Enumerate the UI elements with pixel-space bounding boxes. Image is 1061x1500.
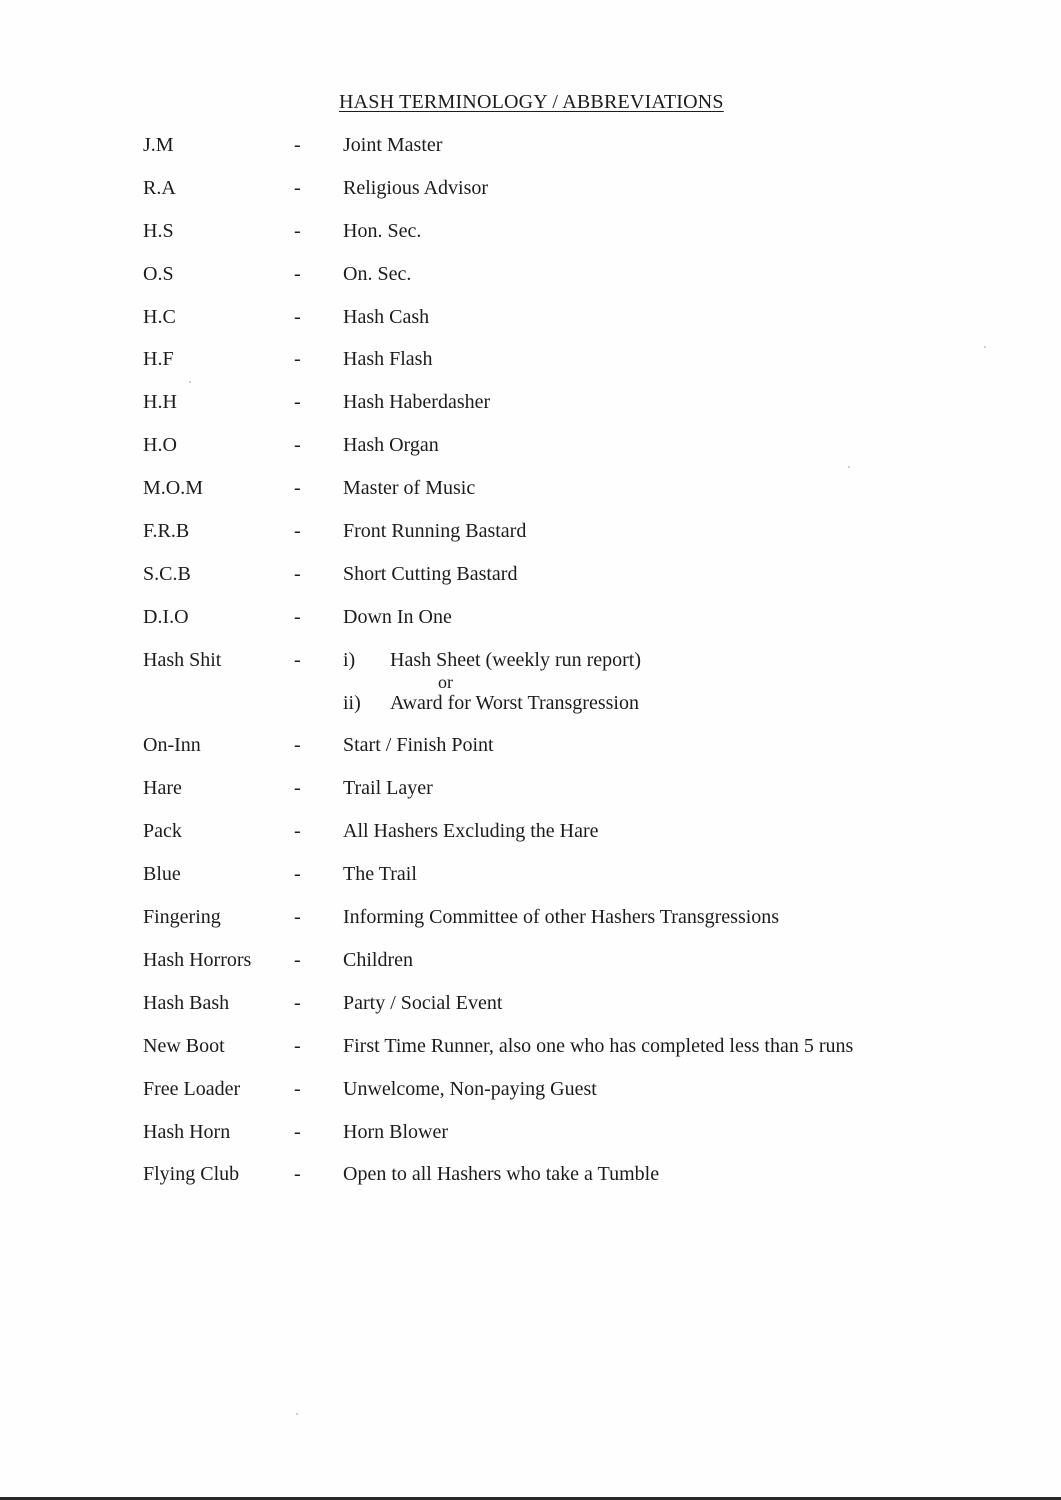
separator: - [294,1163,301,1186]
term: New Boot [143,1034,225,1057]
separator: - [294,219,301,242]
paper-speck [984,346,986,348]
list-item [0,645,1061,731]
separator: - [294,562,301,585]
list-item [0,216,1061,259]
term: Free Loader [143,1077,241,1100]
definition: Hash Cash [343,305,430,328]
definition: Master of Music [343,477,476,500]
list-item [0,559,1061,602]
term: Fingering [143,906,221,929]
term: H.S [143,219,174,242]
definition: Hash Flash [343,348,433,371]
list-item [0,344,1061,387]
term: D.I.O [143,605,189,628]
option-text: Hash Sheet (weekly run report) [390,648,642,671]
list-item [0,859,1061,902]
paper-speck [189,381,191,383]
list-item [0,602,1061,645]
list-item [0,1117,1061,1160]
list-item [0,988,1061,1031]
definition: Down In One [343,605,452,628]
definition: All Hashers Excluding the Hare [343,820,599,843]
separator: - [294,477,301,500]
term: O.S [143,262,174,285]
document-title: HASH TERMINOLOGY / ABBREVIATIONS [339,91,724,113]
separator: - [294,1077,301,1100]
term: On-Inn [143,734,201,757]
definition: Hash Haberdasher [343,391,491,414]
separator: - [294,1120,301,1143]
term: J.M [143,134,174,156]
definition: Party / Social Event [343,991,503,1014]
separator: - [294,176,301,199]
term: H.C [143,305,176,328]
definition: Hon. Sec. [343,219,422,242]
paper-speck [848,466,850,468]
list-item [0,902,1061,945]
list-item [0,173,1061,216]
list-item [0,130,1061,173]
separator: - [294,520,301,543]
list-item [0,516,1061,559]
list-item [0,1074,1061,1117]
list-item [0,259,1061,302]
definition: Joint Master [343,134,443,156]
list-item [0,730,1061,773]
definition: Trail Layer [343,777,433,800]
conjunction: or [438,671,453,692]
term: H.O [143,434,177,457]
separator: - [294,906,301,929]
separator: - [294,348,301,371]
definition: Front Running Bastard [343,520,527,543]
list-item [0,387,1061,430]
option-text: Award for Worst Transgression [390,691,639,714]
term: M.O.M [143,477,204,500]
list-item [0,1031,1061,1074]
option-number: ii) [343,691,361,714]
list-item [0,945,1061,988]
separator: - [294,605,301,628]
separator: - [294,820,301,843]
definition-option [343,692,639,715]
separator: - [294,777,301,800]
paper-speck [296,1413,298,1415]
definition: Short Cutting Bastard [343,562,518,585]
term: H.F [143,348,174,371]
separator: - [294,305,301,328]
definition: First Time Runner, also one who has completed less than 5 runs [343,1034,854,1057]
list-item [0,430,1061,473]
definition: Children [343,948,413,971]
term: Blue [143,863,181,886]
term: H.H [143,391,177,414]
terminology-list [0,130,1061,1202]
separator: - [294,434,301,457]
list-item [0,1159,1061,1202]
term: Flying Club [143,1163,240,1186]
list-item [0,816,1061,859]
list-item [0,473,1061,516]
definition: Religious Advisor [343,176,489,199]
term: Hash Shit [143,648,222,671]
list-item [0,773,1061,816]
separator: - [294,134,301,156]
term: F.R.B [143,520,190,543]
option-number: i) [343,648,356,671]
separator: - [294,1034,301,1057]
definition: Horn Blower [343,1120,448,1143]
separator: - [294,948,301,971]
separator: - [294,262,301,285]
separator: - [294,391,301,414]
definition: Open to all Hashers who take a Tumble [343,1163,660,1186]
term: Hash Horn [143,1120,231,1143]
term: Pack [143,820,182,843]
term: R.A [143,176,176,199]
separator: - [294,648,301,671]
separator: - [294,863,301,886]
separator: - [294,991,301,1014]
term: Hash Bash [143,991,230,1014]
definition: On. Sec. [343,262,412,285]
definition: Informing Committee of other Hashers Transgressions [343,906,780,929]
term: S.C.B [143,562,191,585]
definition: Unwelcome, Non-paying Guest [343,1077,597,1100]
definition: Start / Finish Point [343,734,494,757]
definition: Hash Organ [343,434,439,457]
definition: The Trail [343,863,417,886]
separator: - [294,734,301,757]
term: Hash Horrors [143,948,252,971]
definition-option [343,649,641,672]
term: Hare [143,777,182,800]
list-item [0,302,1061,345]
